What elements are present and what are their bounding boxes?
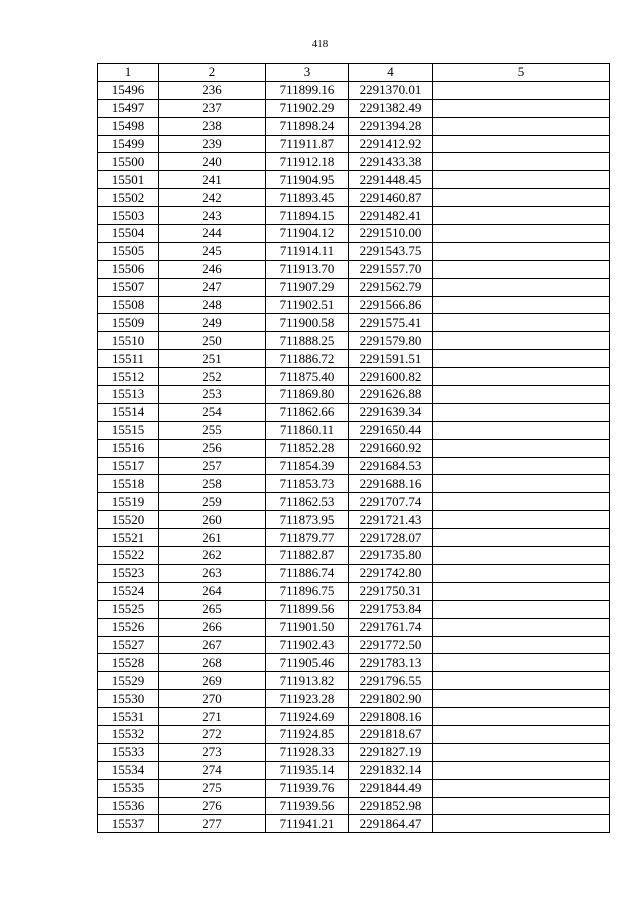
column-header-2: 2	[159, 64, 266, 82]
table-row	[98, 99, 610, 117]
cell-y-coordinate: 2291844.49	[349, 779, 433, 797]
cell-vertex-number: 241	[159, 171, 266, 189]
cell-y-coordinate: 2291382.49	[349, 99, 433, 117]
column-header-5: 5	[433, 64, 610, 82]
cell-note	[433, 421, 610, 439]
cell-note	[433, 761, 610, 779]
cell-vertex-number: 275	[159, 779, 266, 797]
cell-y-coordinate: 2291796.55	[349, 672, 433, 690]
cell-x-coordinate: 711939.56	[266, 797, 349, 815]
cell-note	[433, 672, 610, 690]
cell-x-coordinate: 711935.14	[266, 761, 349, 779]
cell-y-coordinate: 2291650.44	[349, 421, 433, 439]
cell-note	[433, 636, 610, 654]
cell-vertex-number: 273	[159, 743, 266, 761]
cell-x-coordinate: 711913.70	[266, 260, 349, 278]
cell-y-coordinate: 2291750.31	[349, 582, 433, 600]
cell-note	[433, 225, 610, 243]
table-row	[98, 386, 610, 404]
cell-vertex-number: 257	[159, 457, 266, 475]
cell-point-id: 15506	[98, 260, 159, 278]
cell-point-id: 15519	[98, 493, 159, 511]
cell-x-coordinate: 711904.95	[266, 171, 349, 189]
cell-point-id: 15503	[98, 207, 159, 225]
cell-note	[433, 350, 610, 368]
table-row	[98, 779, 610, 797]
table-row	[98, 314, 610, 332]
cell-note	[433, 475, 610, 493]
cell-y-coordinate: 2291735.80	[349, 547, 433, 565]
cell-y-coordinate: 2291566.86	[349, 296, 433, 314]
cell-point-id: 15499	[98, 135, 159, 153]
cell-point-id: 15504	[98, 225, 159, 243]
cell-vertex-number: 277	[159, 815, 266, 833]
cell-y-coordinate: 2291721.43	[349, 511, 433, 529]
cell-vertex-number: 268	[159, 654, 266, 672]
cell-note	[433, 743, 610, 761]
cell-x-coordinate: 711913.82	[266, 672, 349, 690]
cell-vertex-number: 244	[159, 225, 266, 243]
cell-x-coordinate: 711924.69	[266, 708, 349, 726]
table-row	[98, 117, 610, 135]
cell-point-id: 15510	[98, 332, 159, 350]
cell-note	[433, 708, 610, 726]
table-row	[98, 475, 610, 493]
cell-vertex-number: 271	[159, 708, 266, 726]
cell-point-id: 15524	[98, 582, 159, 600]
cell-note	[433, 529, 610, 547]
cell-vertex-number: 249	[159, 314, 266, 332]
cell-x-coordinate: 711873.95	[266, 511, 349, 529]
cell-note	[433, 457, 610, 475]
cell-note	[433, 135, 610, 153]
cell-point-id: 15507	[98, 278, 159, 296]
table-row	[98, 189, 610, 207]
cell-note	[433, 547, 610, 565]
cell-y-coordinate: 2291591.51	[349, 350, 433, 368]
cell-y-coordinate: 2291761.74	[349, 618, 433, 636]
cell-x-coordinate: 711923.28	[266, 690, 349, 708]
cell-y-coordinate: 2291460.87	[349, 189, 433, 207]
column-header-4: 4	[349, 64, 433, 82]
column-header-1: 1	[98, 64, 159, 82]
cell-y-coordinate: 2291688.16	[349, 475, 433, 493]
cell-x-coordinate: 711911.87	[266, 135, 349, 153]
cell-x-coordinate: 711894.15	[266, 207, 349, 225]
cell-y-coordinate: 2291818.67	[349, 725, 433, 743]
cell-point-id: 15527	[98, 636, 159, 654]
cell-y-coordinate: 2291557.70	[349, 260, 433, 278]
cell-x-coordinate: 711854.39	[266, 457, 349, 475]
cell-vertex-number: 272	[159, 725, 266, 743]
cell-note	[433, 403, 610, 421]
cell-vertex-number: 269	[159, 672, 266, 690]
table-row	[98, 350, 610, 368]
cell-vertex-number: 238	[159, 117, 266, 135]
table-row	[98, 332, 610, 350]
table-row	[98, 81, 610, 99]
cell-note	[433, 368, 610, 386]
cell-vertex-number: 265	[159, 600, 266, 618]
cell-vertex-number: 242	[159, 189, 266, 207]
cell-point-id: 15511	[98, 350, 159, 368]
cell-vertex-number: 261	[159, 529, 266, 547]
cell-y-coordinate: 2291772.50	[349, 636, 433, 654]
cell-note	[433, 564, 610, 582]
cell-y-coordinate: 2291660.92	[349, 439, 433, 457]
cell-note	[433, 278, 610, 296]
table-row	[98, 278, 610, 296]
cell-point-id: 15522	[98, 547, 159, 565]
cell-note	[433, 386, 610, 404]
cell-x-coordinate: 711941.21	[266, 815, 349, 833]
cell-point-id: 15537	[98, 815, 159, 833]
cell-y-coordinate: 2291482.41	[349, 207, 433, 225]
table-row	[98, 529, 610, 547]
table-row	[98, 708, 610, 726]
cell-note	[433, 81, 610, 99]
cell-point-id: 15516	[98, 439, 159, 457]
cell-y-coordinate: 2291852.98	[349, 797, 433, 815]
cell-point-id: 15532	[98, 725, 159, 743]
table-row	[98, 260, 610, 278]
cell-y-coordinate: 2291808.16	[349, 708, 433, 726]
cell-y-coordinate: 2291783.13	[349, 654, 433, 672]
cell-y-coordinate: 2291639.34	[349, 403, 433, 421]
table-row	[98, 296, 610, 314]
cell-y-coordinate: 2291579.80	[349, 332, 433, 350]
cell-point-id: 15497	[98, 99, 159, 117]
table-row	[98, 761, 610, 779]
cell-x-coordinate: 711898.24	[266, 117, 349, 135]
table-row	[98, 815, 610, 833]
cell-y-coordinate: 2291433.38	[349, 153, 433, 171]
cell-point-id: 15500	[98, 153, 159, 171]
cell-note	[433, 618, 610, 636]
cell-y-coordinate: 2291543.75	[349, 242, 433, 260]
cell-x-coordinate: 711852.28	[266, 439, 349, 457]
cell-y-coordinate: 2291827.19	[349, 743, 433, 761]
cell-y-coordinate: 2291394.28	[349, 117, 433, 135]
cell-note	[433, 511, 610, 529]
cell-point-id: 15501	[98, 171, 159, 189]
cell-point-id: 15513	[98, 386, 159, 404]
cell-note	[433, 797, 610, 815]
cell-y-coordinate: 2291753.84	[349, 600, 433, 618]
cell-y-coordinate: 2291562.79	[349, 278, 433, 296]
table-row	[98, 511, 610, 529]
cell-x-coordinate: 711886.74	[266, 564, 349, 582]
cell-note	[433, 296, 610, 314]
cell-point-id: 15512	[98, 368, 159, 386]
cell-point-id: 15517	[98, 457, 159, 475]
cell-x-coordinate: 711896.75	[266, 582, 349, 600]
cell-point-id: 15535	[98, 779, 159, 797]
cell-point-id: 15505	[98, 242, 159, 260]
table-row	[98, 171, 610, 189]
cell-y-coordinate: 2291728.07	[349, 529, 433, 547]
cell-vertex-number: 266	[159, 618, 266, 636]
cell-note	[433, 582, 610, 600]
cell-x-coordinate: 711899.56	[266, 600, 349, 618]
table-row	[98, 421, 610, 439]
cell-y-coordinate: 2291707.74	[349, 493, 433, 511]
cell-note	[433, 779, 610, 797]
cell-x-coordinate: 711893.45	[266, 189, 349, 207]
cell-point-id: 15530	[98, 690, 159, 708]
cell-y-coordinate: 2291448.45	[349, 171, 433, 189]
cell-point-id: 15518	[98, 475, 159, 493]
table-row	[98, 564, 610, 582]
cell-x-coordinate: 711875.40	[266, 368, 349, 386]
cell-point-id: 15514	[98, 403, 159, 421]
cell-note	[433, 439, 610, 457]
cell-point-id: 15502	[98, 189, 159, 207]
cell-y-coordinate: 2291626.88	[349, 386, 433, 404]
coordinates-table	[97, 63, 610, 833]
cell-vertex-number: 254	[159, 403, 266, 421]
cell-vertex-number: 267	[159, 636, 266, 654]
cell-note	[433, 260, 610, 278]
cell-vertex-number: 258	[159, 475, 266, 493]
cell-x-coordinate: 711882.87	[266, 547, 349, 565]
cell-x-coordinate: 711862.66	[266, 403, 349, 421]
cell-x-coordinate: 711928.33	[266, 743, 349, 761]
cell-x-coordinate: 711900.58	[266, 314, 349, 332]
table-row	[98, 207, 610, 225]
cell-x-coordinate: 711912.18	[266, 153, 349, 171]
table-row	[98, 547, 610, 565]
table-row	[98, 672, 610, 690]
table-row	[98, 493, 610, 511]
cell-vertex-number: 247	[159, 278, 266, 296]
table-row	[98, 153, 610, 171]
cell-point-id: 15534	[98, 761, 159, 779]
table-row	[98, 654, 610, 672]
table-body	[98, 81, 610, 832]
cell-vertex-number: 264	[159, 582, 266, 600]
cell-note	[433, 493, 610, 511]
cell-vertex-number: 256	[159, 439, 266, 457]
cell-vertex-number: 276	[159, 797, 266, 815]
cell-point-id: 15533	[98, 743, 159, 761]
cell-x-coordinate: 711853.73	[266, 475, 349, 493]
cell-x-coordinate: 711888.25	[266, 332, 349, 350]
cell-y-coordinate: 2291864.47	[349, 815, 433, 833]
page-number: 418	[311, 38, 329, 50]
cell-vertex-number: 260	[159, 511, 266, 529]
cell-vertex-number: 243	[159, 207, 266, 225]
table-row	[98, 439, 610, 457]
cell-x-coordinate: 711899.16	[266, 81, 349, 99]
table-row	[98, 618, 610, 636]
cell-point-id: 15528	[98, 654, 159, 672]
cell-y-coordinate: 2291412.92	[349, 135, 433, 153]
cell-x-coordinate: 711902.43	[266, 636, 349, 654]
table-row	[98, 135, 610, 153]
cell-point-id: 15498	[98, 117, 159, 135]
table-row	[98, 403, 610, 421]
cell-x-coordinate: 711901.50	[266, 618, 349, 636]
cell-point-id: 15515	[98, 421, 159, 439]
cell-y-coordinate: 2291742.80	[349, 564, 433, 582]
cell-vertex-number: 236	[159, 81, 266, 99]
cell-x-coordinate: 711862.53	[266, 493, 349, 511]
cell-note	[433, 117, 610, 135]
table-row	[98, 242, 610, 260]
cell-y-coordinate: 2291510.00	[349, 225, 433, 243]
cell-note	[433, 207, 610, 225]
cell-vertex-number: 251	[159, 350, 266, 368]
table-row	[98, 797, 610, 815]
table-row	[98, 457, 610, 475]
cell-point-id: 15531	[98, 708, 159, 726]
column-header-3: 3	[266, 64, 349, 82]
cell-y-coordinate: 2291832.14	[349, 761, 433, 779]
cell-x-coordinate: 711886.72	[266, 350, 349, 368]
cell-x-coordinate: 711902.29	[266, 99, 349, 117]
cell-vertex-number: 274	[159, 761, 266, 779]
table-row	[98, 225, 610, 243]
cell-vertex-number: 270	[159, 690, 266, 708]
cell-vertex-number: 245	[159, 242, 266, 260]
cell-vertex-number: 255	[159, 421, 266, 439]
table-row	[98, 636, 610, 654]
cell-vertex-number: 263	[159, 564, 266, 582]
cell-note	[433, 815, 610, 833]
cell-x-coordinate: 711860.11	[266, 421, 349, 439]
cell-note	[433, 725, 610, 743]
table-row	[98, 600, 610, 618]
cell-point-id: 15508	[98, 296, 159, 314]
cell-point-id: 15526	[98, 618, 159, 636]
cell-x-coordinate: 711905.46	[266, 654, 349, 672]
cell-vertex-number: 239	[159, 135, 266, 153]
cell-y-coordinate: 2291370.01	[349, 81, 433, 99]
cell-vertex-number: 240	[159, 153, 266, 171]
cell-vertex-number: 252	[159, 368, 266, 386]
table-row	[98, 582, 610, 600]
cell-point-id: 15509	[98, 314, 159, 332]
cell-point-id: 15536	[98, 797, 159, 815]
cell-note	[433, 332, 610, 350]
cell-point-id: 15525	[98, 600, 159, 618]
table-row	[98, 690, 610, 708]
cell-y-coordinate: 2291600.82	[349, 368, 433, 386]
cell-note	[433, 171, 610, 189]
table-header	[98, 64, 610, 82]
cell-vertex-number: 253	[159, 386, 266, 404]
cell-point-id: 15529	[98, 672, 159, 690]
cell-note	[433, 242, 610, 260]
cell-point-id: 15520	[98, 511, 159, 529]
cell-note	[433, 600, 610, 618]
cell-vertex-number: 250	[159, 332, 266, 350]
cell-note	[433, 153, 610, 171]
table-row	[98, 743, 610, 761]
cell-vertex-number: 248	[159, 296, 266, 314]
cell-x-coordinate: 711904.12	[266, 225, 349, 243]
cell-vertex-number: 259	[159, 493, 266, 511]
cell-vertex-number: 237	[159, 99, 266, 117]
cell-x-coordinate: 711907.29	[266, 278, 349, 296]
cell-vertex-number: 262	[159, 547, 266, 565]
cell-x-coordinate: 711939.76	[266, 779, 349, 797]
cell-x-coordinate: 711924.85	[266, 725, 349, 743]
cell-x-coordinate: 711902.51	[266, 296, 349, 314]
cell-vertex-number: 246	[159, 260, 266, 278]
cell-x-coordinate: 711914.11	[266, 242, 349, 260]
header-row	[98, 64, 610, 82]
cell-point-id: 15521	[98, 529, 159, 547]
cell-note	[433, 690, 610, 708]
cell-x-coordinate: 711879.77	[266, 529, 349, 547]
cell-note	[433, 314, 610, 332]
cell-x-coordinate: 711869.80	[266, 386, 349, 404]
cell-point-id: 15496	[98, 81, 159, 99]
table-row	[98, 368, 610, 386]
cell-note	[433, 189, 610, 207]
cell-y-coordinate: 2291802.90	[349, 690, 433, 708]
cell-point-id: 15523	[98, 564, 159, 582]
cell-note	[433, 654, 610, 672]
cell-y-coordinate: 2291575.41	[349, 314, 433, 332]
cell-note	[433, 99, 610, 117]
cell-y-coordinate: 2291684.53	[349, 457, 433, 475]
table-row	[98, 725, 610, 743]
